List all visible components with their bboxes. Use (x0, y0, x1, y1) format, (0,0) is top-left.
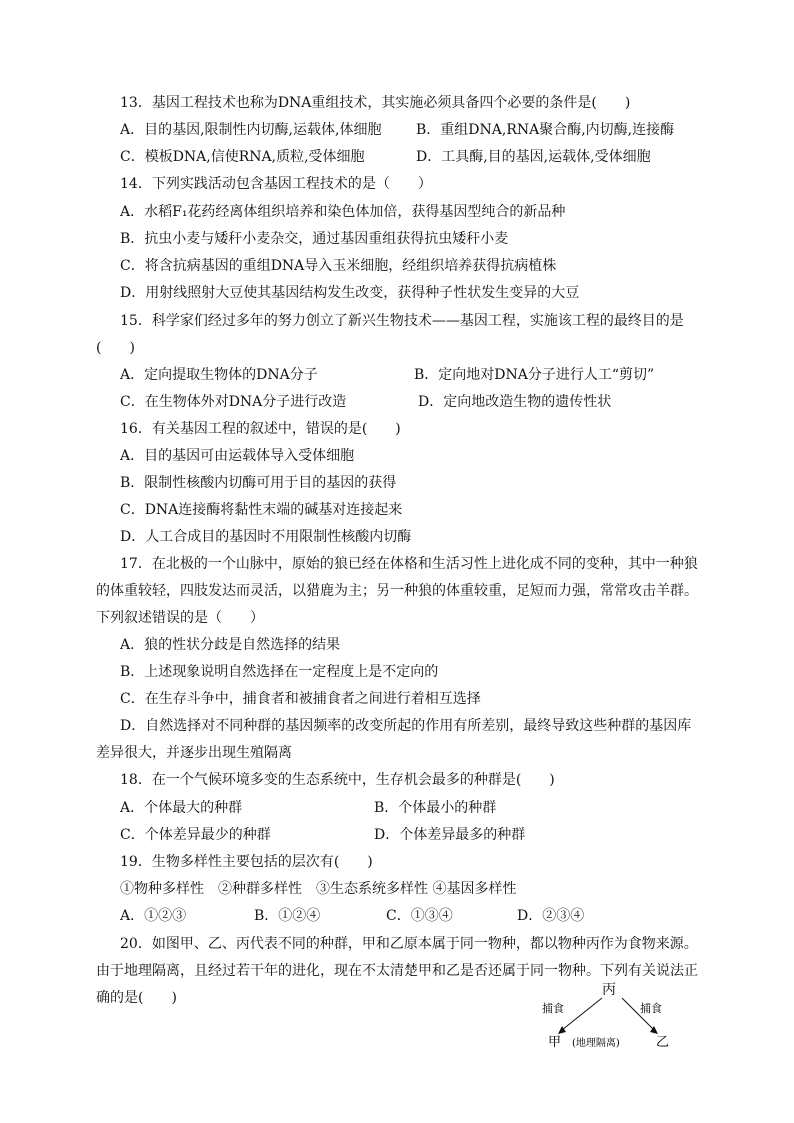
q19-option-c: C．①③④ (386, 908, 453, 924)
arrow-to-jia (562, 998, 602, 1030)
q18-option-d: D．个体差异最多的种群 (374, 827, 526, 843)
q20-stem-line2: 由于地理隔离，且经过若干年的进化，现在不太清楚甲和乙是否还属于同一物种。下列有关说法正 (96, 963, 698, 979)
q17-option-b: B．上述现象说明自然选择在一定程度上是不定向的 (120, 664, 439, 680)
q15-stem-cont: ( ) (96, 340, 135, 356)
q17-option-d-cont: 差异很大，并逐步出现生殖隔离 (96, 745, 292, 761)
q13-option-a: A．目的基因,限制性内切酶,运载体,体细胞 (120, 122, 382, 138)
q16-option-d: D．人工合成目的基因时不用限制性核酸内切酶 (120, 529, 412, 545)
diagram-predation-left: 捕食 (542, 1002, 564, 1015)
q19-option-d: D．②③④ (517, 908, 585, 924)
q16-option-b: B．限制性核酸内切酶可用于目的基因的获得 (120, 475, 397, 491)
species-diagram (536, 976, 686, 1056)
q19-items: ①物种多样性 ②种群多样性 ③生态系统多样性 ④基因多样性 (120, 881, 517, 897)
q16-option-c: C．DNA连接酶将黏性末端的碱基对连接起来 (120, 502, 403, 518)
diagram-species-yi: 乙 (656, 1035, 670, 1050)
q17-stem-line2: 的体重较轻，四肢发达而灵活，以猎鹿为主；另一种狼的体重较重，足短而力强，常常攻击羊群。 (96, 583, 698, 599)
q17-stem-line3: 下列叙述错误的是（ ） (96, 610, 264, 626)
q14-option-c: C．将含抗病基因的重组DNA导入玉米细胞，经组织培养获得抗病植株 (120, 258, 557, 274)
diagram-geographic-isolation: (地理隔离) (572, 1038, 620, 1049)
q15-option-b: B．定向地对DNA分子进行人工“剪切” (414, 367, 655, 383)
q16-stem: 16．有关基因工程的叙述中，错误的是( ) (120, 421, 401, 437)
q18-stem: 18．在一个气候环境多变的生态系统中，生存机会最多的种群是( ) (120, 772, 555, 788)
q14-option-a: A．水稻F₁花药经离体组织培养和染色体加倍，获得基因型纯合的新品种 (120, 204, 566, 220)
q16-option-a: A．目的基因可由运载体导入受体细胞 (120, 448, 355, 464)
q14-option-b: B．抗虫小麦与矮秆小麦杂交，通过基因重组获得抗虫矮秆小麦 (120, 231, 509, 247)
q17-option-d: D．自然选择对不同种群的基因频率的改变所起的作用有所差别，最终导致这些种群的基因库 (120, 718, 692, 734)
q18-option-a: A．个体最大的种群 (120, 800, 243, 816)
diagram-species-bing: 丙 (602, 982, 616, 998)
q13-option-b: B．重组DNA,RNA聚合酶,内切酶,连接酶 (416, 122, 675, 138)
q19-option-a: A．①②③ (120, 908, 187, 924)
diagram-species-jia: 甲 (548, 1035, 562, 1050)
q17-option-c: C．在生存斗争中，捕食者和被捕食者之间进行着相互选择 (120, 691, 481, 707)
q15-option-d: D．定向地改造生物的遗传性状 (418, 394, 612, 410)
q19-stem: 19．生物多样性主要包括的层次有( ) (120, 854, 373, 870)
q18-option-c: C．个体差异最少的种群 (120, 827, 271, 843)
diagram-predation-right: 捕食 (640, 1002, 662, 1015)
q15-stem: 15．科学家们经过多年的努力创立了新兴生物技术——基因工程，实施该工程的最终目的是 (120, 313, 684, 329)
q18-option-b: B．个体最小的种群 (374, 800, 497, 816)
q17-option-a: A．狼的性状分歧是自然选择的结果 (120, 637, 341, 653)
q13-option-c: C．模板DNA,信使RNA,质粒,受体细胞 (120, 149, 365, 165)
q15-option-c: C．在生物体外对DNA分子进行改造 (120, 394, 347, 410)
q20-stem-line3: 确的是( ) (96, 990, 177, 1006)
q15-option-a: A．定向提取生物体的DNA分子 (120, 367, 318, 383)
q13-stem: 13．基因工程技术也称为DNA重组技术，其实施必须具备四个必要的条件是( ) (120, 95, 631, 111)
q14-option-d: D．用射线照射大豆使其基因结构发生改变，获得种子性状发生变异的大豆 (120, 285, 580, 301)
q20-stem-line1: 20．如图甲、乙、丙代表不同的种群，甲和乙原本属于同一物种，都以物种丙作为食物来源。 (120, 936, 698, 952)
q13-option-d: D．工具酶,目的基因,运载体,受体细胞 (416, 149, 651, 165)
q19-option-b: B．①②④ (254, 908, 321, 924)
q14-stem: 14．下列实践活动包含基因工程技术的是（ ） (120, 176, 432, 192)
q17-stem-line1: 17．在北极的一个山脉中，原始的狼已经在体格和生活习性上进化成不同的变种，其中一种狼 (120, 556, 698, 572)
